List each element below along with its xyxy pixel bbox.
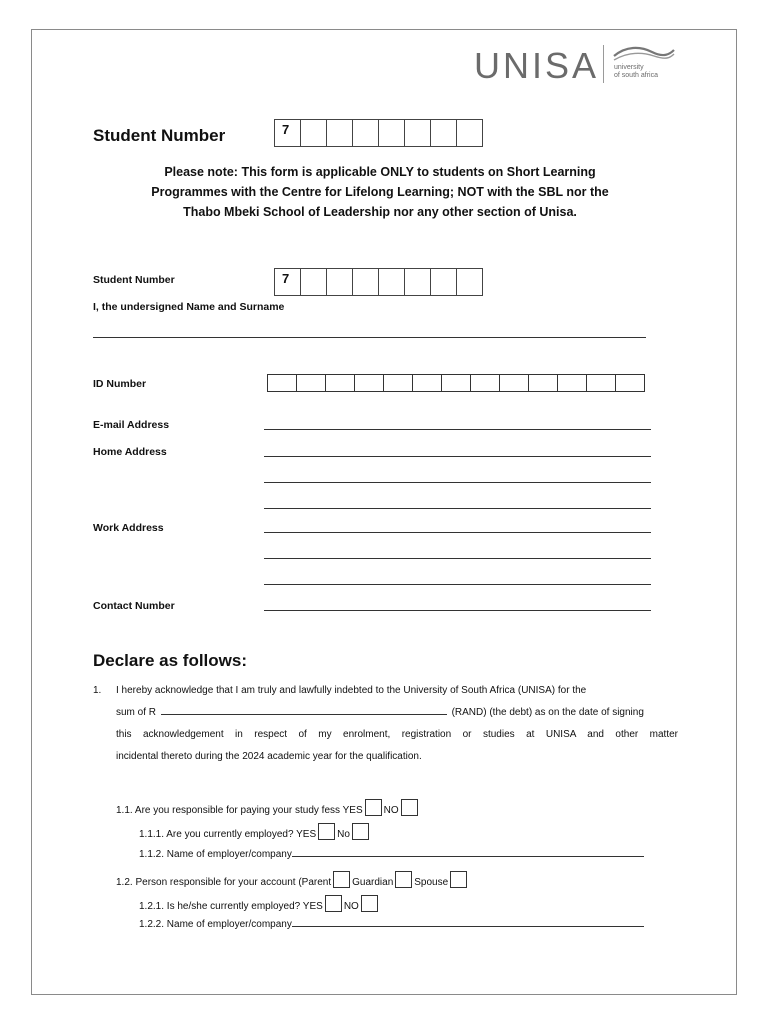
sum-prefix: sum of R xyxy=(116,707,157,718)
question-1-1-2 xyxy=(139,847,644,860)
student-number-digit[interactable] xyxy=(300,268,327,296)
item-number: 1. xyxy=(93,685,102,696)
logo-subtitle xyxy=(614,64,658,80)
logo-subtitle-line1: university xyxy=(614,64,644,71)
question-1-1-1 xyxy=(139,823,371,840)
logo-subtitle-line2: of south africa xyxy=(614,72,658,79)
id-digit-box[interactable] xyxy=(615,374,645,392)
id-number-boxes xyxy=(268,374,645,392)
employer-line[interactable] xyxy=(292,847,644,857)
parent-checkbox[interactable] xyxy=(333,871,350,888)
id-digit-box[interactable] xyxy=(383,374,413,392)
no-checkbox[interactable] xyxy=(352,823,369,840)
student-number-heading: Student Number xyxy=(93,126,226,145)
question-text: 1.1.1. Are you currently employed? YES xyxy=(139,829,317,840)
yes-checkbox[interactable] xyxy=(365,799,382,816)
no-checkbox[interactable] xyxy=(361,895,378,912)
student-number-boxes-top xyxy=(275,119,483,147)
unisa-wave-icon xyxy=(612,44,676,64)
spouse-checkbox[interactable] xyxy=(450,871,467,888)
home-address-line[interactable] xyxy=(264,456,651,457)
student-number-digit[interactable]: 7 xyxy=(274,119,301,147)
declaration-paragraph xyxy=(116,680,678,768)
work-address-label: Work Address xyxy=(93,522,164,534)
id-digit-box[interactable] xyxy=(354,374,384,392)
home-address-label: Home Address xyxy=(93,446,167,458)
student-number-digit[interactable] xyxy=(352,268,379,296)
sum-suffix: (RAND) (the debt) as on the date of signing xyxy=(451,707,644,718)
id-digit-box[interactable] xyxy=(441,374,471,392)
id-digit-box[interactable] xyxy=(470,374,500,392)
student-number-digit[interactable] xyxy=(326,268,353,296)
guardian-label: Guardian xyxy=(352,877,394,888)
id-digit-box[interactable] xyxy=(557,374,587,392)
email-label: E-mail Address xyxy=(93,419,170,431)
no-label: NO xyxy=(343,901,359,912)
question-text: 1.2. Person responsible for your account (Parent xyxy=(116,877,332,888)
student-number-digit[interactable] xyxy=(300,119,327,147)
sum-amount-line[interactable] xyxy=(161,704,447,715)
work-address-line[interactable] xyxy=(264,532,651,533)
no-checkbox[interactable] xyxy=(401,799,418,816)
logo-divider xyxy=(603,45,604,83)
id-digit-box[interactable] xyxy=(528,374,558,392)
declaration-sum-line xyxy=(116,702,678,724)
work-address-line[interactable] xyxy=(264,584,651,585)
student-number-digit[interactable] xyxy=(456,119,483,147)
work-address-line[interactable] xyxy=(264,558,651,559)
student-number-digit[interactable] xyxy=(378,119,405,147)
question-1-1 xyxy=(116,799,420,816)
name-surname-line[interactable] xyxy=(93,337,646,338)
question-text: 1.2.1. Is he/she currently employed? YES xyxy=(139,901,323,912)
student-number-digit[interactable] xyxy=(352,119,379,147)
name-surname-label: I, the undersigned Name and Surname xyxy=(93,301,285,313)
note-line: Please note: This form is applicable ONLY to students on Short Learning xyxy=(164,165,596,179)
employer-line[interactable] xyxy=(292,917,644,927)
id-number-label: ID Number xyxy=(93,378,147,390)
declare-heading: Declare as follows: xyxy=(93,651,248,670)
email-line[interactable] xyxy=(264,429,651,430)
eligibility-note xyxy=(100,162,660,222)
student-number-digit[interactable]: 7 xyxy=(274,268,301,296)
question-1-2-2 xyxy=(139,917,644,930)
student-number-digit[interactable] xyxy=(404,268,431,296)
yes-checkbox[interactable] xyxy=(318,823,335,840)
id-digit-box[interactable] xyxy=(325,374,355,392)
id-digit-box[interactable] xyxy=(586,374,616,392)
id-digit-box[interactable] xyxy=(296,374,326,392)
declaration-line: I hereby acknowledge that I am truly and lawfully indebted to the University of South Africa (UNISA) for the xyxy=(116,685,587,696)
student-number-digit[interactable] xyxy=(326,119,353,147)
yes-checkbox[interactable] xyxy=(325,895,342,912)
student-number-boxes xyxy=(275,268,483,296)
student-number-label: Student Number xyxy=(93,274,175,286)
home-address-line[interactable] xyxy=(264,508,651,509)
no-label: No xyxy=(337,829,350,840)
student-number-digit[interactable] xyxy=(378,268,405,296)
declaration-line: this acknowledgement in respect of my enrolment, registration or studies at UNISA and other matter xyxy=(116,729,678,740)
contact-number-line[interactable] xyxy=(264,610,651,611)
question-1-2 xyxy=(116,871,469,888)
contact-number-label: Contact Number xyxy=(93,600,175,612)
question-text: 1.2.2. Name of employer/company xyxy=(139,919,292,930)
question-1-2-1 xyxy=(139,895,380,912)
unisa-logo-text: UNISA xyxy=(474,45,600,86)
no-label: NO xyxy=(383,805,399,816)
student-number-digit[interactable] xyxy=(456,268,483,296)
spouse-label: Spouse xyxy=(414,877,449,888)
note-line: Programmes with the Centre for Lifelong Learning; NOT with the SBL nor the xyxy=(151,185,609,199)
question-text: 1.1.2. Name of employer/company xyxy=(139,849,292,860)
student-number-digit[interactable] xyxy=(430,119,457,147)
guardian-checkbox[interactable] xyxy=(395,871,412,888)
id-digit-box[interactable] xyxy=(412,374,442,392)
home-address-line[interactable] xyxy=(264,482,651,483)
note-line: Thabo Mbeki School of Leadership nor any other section of Unisa. xyxy=(183,205,577,219)
id-digit-box[interactable] xyxy=(499,374,529,392)
id-digit-box[interactable] xyxy=(267,374,297,392)
student-number-digit[interactable] xyxy=(404,119,431,147)
student-number-digit[interactable] xyxy=(430,268,457,296)
question-text: 1.1. Are you responsible for paying your study fess YES xyxy=(116,805,363,816)
declaration-line: incidental thereto during the 2024 academic year for the qualification. xyxy=(116,751,422,762)
